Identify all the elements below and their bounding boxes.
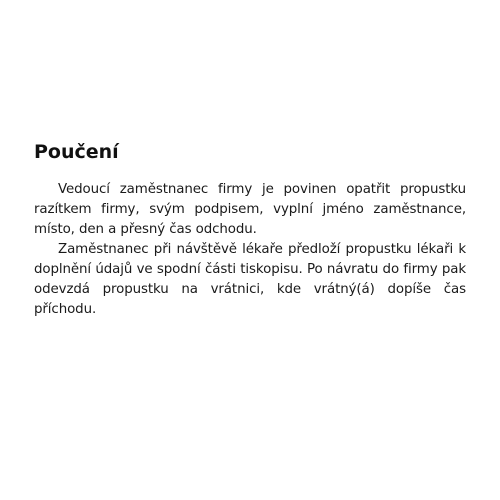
paragraph-manager-duties: Vedoucí zaměstnanec firmy je povinen opatřit propustku razítkem firmy, svým podpisem, vyplní jméno zaměstnance, místo, den a přesný čas odchodu. bbox=[34, 182, 466, 237]
instructions-section bbox=[34, 140, 466, 320]
section-heading: Poučení bbox=[34, 141, 119, 163]
paragraph-employee-duties: Zaměstnanec při návštěvě lékaře předloží propustku lékaři k doplnění údajů ve spodní části tiskopisu. Po návratu do firmy pak odevzdá propustku na vrátnici, kde vrátný(á) dopíše čas příchodu. bbox=[34, 242, 466, 317]
